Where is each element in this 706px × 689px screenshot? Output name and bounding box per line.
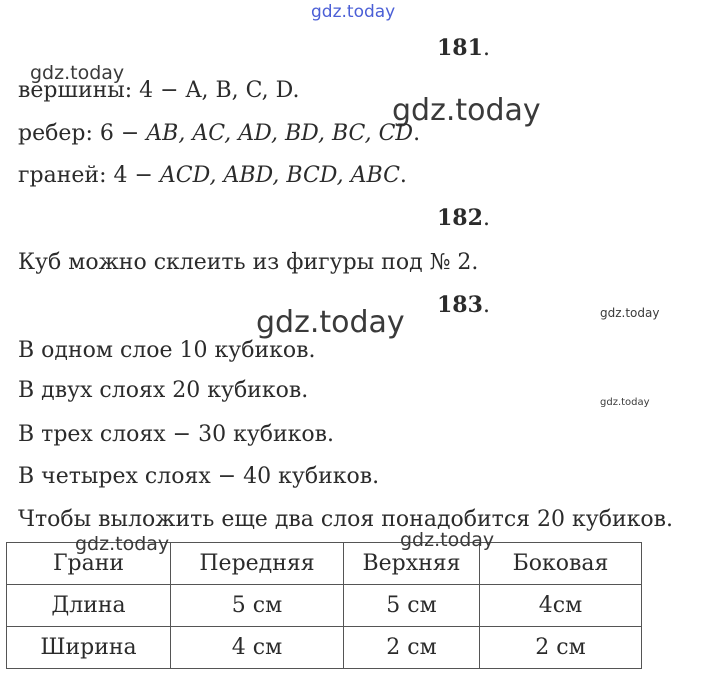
table-row xyxy=(7,585,642,627)
table-cell: 4см xyxy=(480,585,642,627)
task-183-line-5: Чтобы выложить еще два слоя понадобится 20 кубиков. xyxy=(18,507,673,532)
table-cell: 5 см xyxy=(344,585,480,627)
watermark-table-2: gdz.today xyxy=(400,529,495,551)
task-181-edges: ребер: 6 − AB, AC, AD, BD, BC, CD. xyxy=(18,121,421,146)
task-183-line-4: В четырех слоях − 40 кубиков. xyxy=(18,464,380,489)
table-cell: Длина xyxy=(7,585,171,627)
table-header-cell: Передняя xyxy=(171,543,344,585)
task-182-text: Куб можно склеить из фигуры под № 2. xyxy=(18,250,479,275)
table-header-cell: Боковая xyxy=(480,543,642,585)
table-cell: Ширина xyxy=(7,627,171,669)
task-183-line-2: В двух слоях 20 кубиков. xyxy=(18,378,309,403)
table-row xyxy=(7,627,642,669)
watermark-top: gdz.today xyxy=(311,2,396,22)
task-181-number: 181. xyxy=(437,35,490,61)
table-header-cell: Верхняя xyxy=(344,543,480,585)
table-cell: 5 см xyxy=(171,585,344,627)
task-183-line-1: В одном слое 10 кубиков. xyxy=(18,338,316,363)
task-182-number: 182. xyxy=(437,205,490,231)
task-183-number: 183. xyxy=(437,292,490,318)
watermark-small-2: gdz.today xyxy=(600,397,650,408)
watermark-small-1: gdz.today xyxy=(600,306,660,320)
task-181-faces: граней: 4 − ACD, ABD, BCD, ABC. xyxy=(18,163,407,188)
table-header-cell: Грани xyxy=(7,543,171,585)
table-cell: 2 см xyxy=(344,627,480,669)
task-183-line-3: В трех слоях − 30 кубиков. xyxy=(18,422,335,447)
watermark-mid-left: gdz.today xyxy=(30,62,125,84)
table-cell: 2 см xyxy=(480,627,642,669)
dimensions-table xyxy=(6,542,642,669)
task-181-vertices: вершины: 4 − A, B, C, D. xyxy=(18,78,300,103)
watermark-big-1: gdz.today xyxy=(392,93,541,128)
table-cell: 4 см xyxy=(171,627,344,669)
watermark-table-1: gdz.today xyxy=(75,533,170,555)
watermark-big-2: gdz.today xyxy=(256,305,405,340)
